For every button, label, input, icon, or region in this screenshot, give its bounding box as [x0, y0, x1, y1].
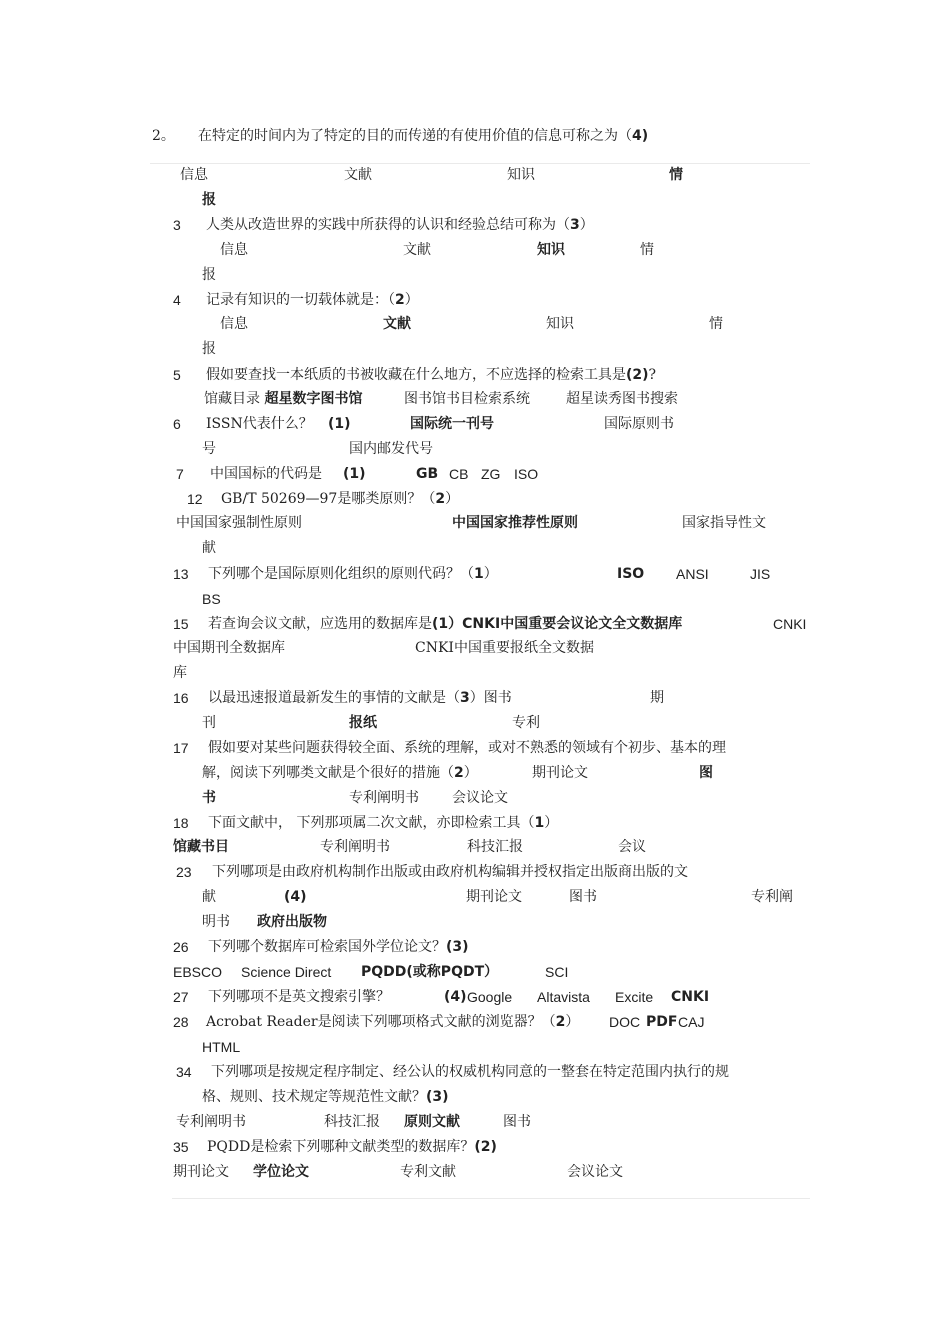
q16-text: 以最迅速报道最新发生的事情的文献是（3）图书: [208, 690, 512, 706]
q27-number: 27: [173, 989, 189, 1005]
q26-text: 下列哪个数据库可检索国外学位论文？(3): [208, 939, 469, 955]
q16-option-3: 报纸: [349, 715, 377, 731]
q17-option-1: 期刊论文: [532, 765, 588, 781]
q6-option-3: 国内邮发代号: [349, 441, 433, 457]
q17-option-4: 会议论文: [452, 790, 508, 806]
q12-option-1: 中国国家强制性原则: [176, 515, 302, 531]
q35-option-1: 期刊论文: [173, 1164, 229, 1180]
q34-option-3: 原则文献: [404, 1114, 460, 1130]
q2-option-3: 知识: [507, 167, 535, 183]
q7-answer: (1): [343, 466, 366, 482]
q7-option-4: ISO: [514, 466, 539, 482]
q17-text-line1: 假如要对某些问题获得较全面、系统的理解，或对不熟悉的领域有个初步、基本的理: [208, 740, 726, 756]
q26-option-2: Science Direct: [241, 964, 332, 980]
q18-option-2: 专利阐明书: [320, 839, 390, 855]
q2-number: 2。: [152, 128, 175, 144]
q15-number: 15: [173, 616, 189, 632]
q2-option-1: 信息: [180, 167, 208, 183]
q34-text-line1: 下列哪项是按规定程序制定、经公认的权威机构同意的一整套在特定范围内执行的规: [211, 1064, 729, 1080]
q13-option-4: BS: [202, 591, 221, 607]
q12-option-2: 中国国家推荐性原则: [452, 515, 578, 531]
q7-number: 7: [176, 466, 184, 482]
q7-option-2: CB: [449, 466, 469, 482]
divider-bottom: [172, 1198, 810, 1199]
q6-option-2: 国际原则书: [604, 416, 674, 432]
q17-option-3: 专利阐明书: [349, 790, 419, 806]
q12-text: GB/T 50269—97是哪类原则？（2）: [221, 491, 460, 507]
q4-number: 4: [173, 292, 181, 308]
q34-option-2: 科技汇报: [324, 1114, 380, 1130]
q28-option-3: CAJ: [678, 1014, 705, 1030]
q18-option-4: 会议: [618, 839, 646, 855]
q13-number: 13: [173, 566, 189, 582]
q2-option-4-cont: 报: [202, 192, 216, 208]
q15-option-2: CNKI: [773, 616, 807, 632]
q26-number: 26: [173, 939, 189, 955]
q18-option-3: 科技汇报: [467, 839, 523, 855]
q2-text: 在特定的时间内为了特定的目的而传递的有使用价值的信息可称之为（4): [198, 128, 649, 144]
q6-option-1: 国际统一刊号: [410, 416, 494, 432]
q7-option-1: GB: [416, 466, 439, 482]
q26-option-4: SCI: [545, 964, 569, 980]
q28-option-2: PDF: [646, 1014, 678, 1030]
q15-text: 若查询会议文献，应选用的数据库是(1）CNKI中国重要会议论文全文数据库: [208, 616, 683, 632]
q4-option-3: 知识: [546, 316, 574, 332]
q16-option-2-cont: 刊: [202, 715, 216, 731]
q35-number: 35: [173, 1139, 189, 1155]
q35-text: PQDD是检索下列哪种文献类型的数据库？(2): [207, 1139, 497, 1155]
q5-text: 假如要查找一本纸质的书被收藏在什么地方，不应选择的检索工具是(2)?: [206, 367, 657, 383]
q16-number: 16: [173, 690, 189, 706]
q23-option-4: 政府出版物: [257, 914, 327, 930]
q2-option-4: 情: [669, 167, 683, 183]
q23-answer: (4): [284, 889, 307, 905]
q35-option-4: 会议论文: [567, 1164, 623, 1180]
q34-option-1: 专利阐明书: [176, 1114, 246, 1130]
q4-option-1: 信息: [220, 316, 248, 332]
q17-number: 17: [173, 740, 189, 756]
q5-number: 5: [173, 367, 181, 383]
q27-option-4: CNKI: [671, 989, 710, 1005]
q7-text: 中国国标的代码是: [210, 466, 322, 482]
q17-option-2-cont: 书: [202, 790, 216, 806]
q13-option-3: JIS: [750, 566, 771, 582]
q6-number: 6: [173, 416, 181, 432]
q23-option-2: 图书: [569, 889, 597, 905]
q3-option-3: 知识: [537, 242, 565, 258]
q27-text: 下列哪项不是英文搜索引擎？: [208, 989, 390, 1005]
q4-option-4: 情: [709, 316, 723, 332]
q23-option-3: 专利阐: [751, 889, 793, 905]
q23-text-line1: 下列哪项是由政府机构制作出版或由政府机构编辑并授权指定出版商出版的文: [212, 864, 688, 880]
q18-number: 18: [173, 815, 189, 831]
q28-number: 28: [173, 1014, 189, 1030]
q35-option-2: 学位论文: [253, 1164, 309, 1180]
q28-option-1: DOC: [609, 1014, 641, 1030]
q12-number: 12: [187, 491, 203, 507]
q3-option-4-cont: 报: [202, 267, 216, 283]
q4-option-4-cont: 报: [202, 341, 216, 357]
q5-option-2: 图书馆书目检索系统: [404, 391, 530, 407]
q35-option-3: 专利文献: [400, 1164, 456, 1180]
q27-option-1: Google: [467, 989, 513, 1005]
q13-text: 下列哪个是国际原则化组织的原则代码？（1）: [208, 566, 498, 582]
q12-option-3-cont: 献: [202, 540, 216, 556]
q3-option-2: 文献: [403, 242, 431, 258]
q28-option-4: HTML: [202, 1039, 241, 1055]
q26-option-1: EBSCO: [173, 964, 223, 980]
q12-option-3: 国家指导性文: [682, 515, 766, 531]
q6-text: ISSN代表什么？: [206, 416, 313, 432]
q27-answer: (4): [444, 989, 467, 1005]
q16-option-4: 专利: [512, 715, 540, 731]
q17-text-line2: 解，阅读下列哪类文献是个很好的措施（2）: [202, 765, 478, 781]
q6-answer: (1): [328, 416, 351, 432]
q15-option-3: CNKI中国重要报纸全文数据: [415, 640, 594, 656]
q28-text: Acrobat Reader是阅读下列哪项格式文献的浏览器？（2）: [206, 1014, 580, 1030]
q27-option-3: Excite: [615, 989, 654, 1005]
q3-option-1: 信息: [220, 242, 248, 258]
q23-option-1: 期刊论文: [466, 889, 522, 905]
q4-text: 记录有知识的一切载体就是：（2）: [206, 292, 419, 308]
q2-option-2: 文献: [344, 167, 372, 183]
q13-option-1: ISO: [617, 566, 645, 582]
q23-number: 23: [176, 864, 192, 880]
q16-option-2: 期: [650, 690, 664, 706]
q23-option-3-cont: 明书: [202, 914, 230, 930]
q6-option-2-cont: 号: [202, 441, 216, 457]
q18-text: 下面文献中， 下列那项属二次文献，亦即检索工具（1）: [208, 815, 559, 831]
q17-option-2: 图: [699, 765, 713, 781]
q3-option-4: 情: [640, 242, 654, 258]
q3-number: 3: [173, 217, 181, 233]
q15-option-3-cont: 库: [173, 665, 187, 681]
q5-option-1: 馆藏目录 超星数字图书馆: [204, 391, 363, 407]
q34-text-line2: 格、规则、技术规定等规范性文献？(3): [202, 1089, 449, 1105]
q26-option-3: PQDD(或称PQDT）: [361, 964, 499, 980]
q23-text-line2: 献: [202, 889, 216, 905]
q5-option-3: 超星读秀图书搜索: [566, 391, 678, 407]
q27-option-2: Altavista: [537, 989, 590, 1005]
q7-option-3: ZG: [481, 466, 501, 482]
q15-option-2-cont: 中国期刊全数据库: [173, 640, 285, 656]
q13-option-2: ANSI: [676, 566, 709, 582]
q3-text: 人类从改造世界的实践中所获得的认识和经验总结可称为（3）: [206, 217, 594, 233]
q4-option-2: 文献: [383, 316, 411, 332]
q34-option-4: 图书: [503, 1114, 531, 1130]
q34-number: 34: [176, 1064, 192, 1080]
divider: [150, 163, 810, 164]
q18-option-1: 馆藏书目: [173, 839, 229, 855]
